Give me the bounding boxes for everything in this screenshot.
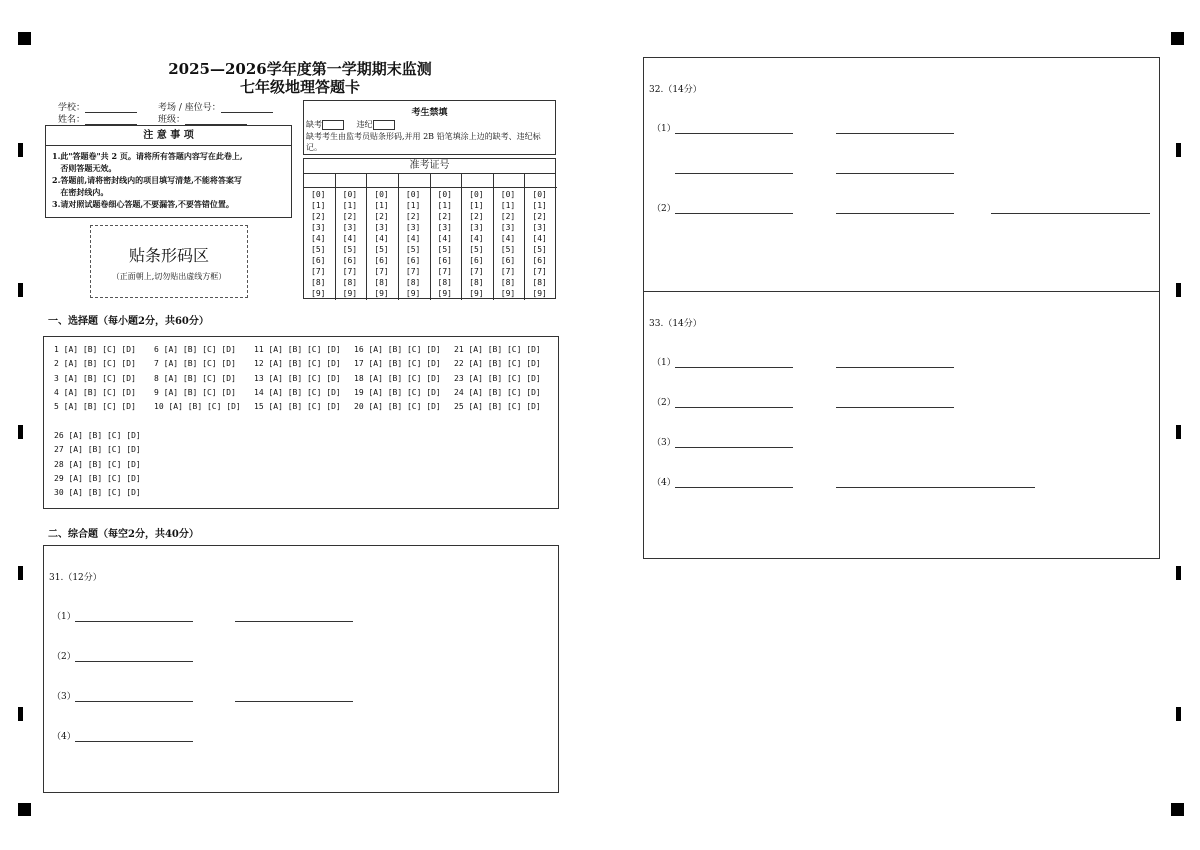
admission-digit-bubble[interactable]: [0] [311,190,326,199]
choice-question-row[interactable]: 13 [A] [B] [C] [D] [254,373,341,383]
admission-number-box [303,158,556,299]
admission-digit-bubble[interactable]: [2] [311,212,326,221]
admission-digit-bubble[interactable]: [5] [437,245,452,254]
admission-digit-bubble[interactable]: [1] [342,201,358,210]
admission-digit-bubble[interactable]: [3] [437,223,452,232]
timing-mark [1176,566,1181,580]
barcode-area [90,225,248,298]
admission-digit-bubble[interactable]: [3] [500,223,516,232]
admission-title: 准考证号 [304,159,555,174]
q31-title: 31.（12分） [49,573,102,583]
notice-item: 3.请对照试题卷细心答题,不要漏答,不要答错位置。 [52,199,234,209]
notice-box [45,125,292,218]
admission-digit-bubble[interactable]: [6] [342,256,358,265]
admission-digit-bubble[interactable]: [6] [532,256,547,265]
admission-digit-bubble[interactable]: [0] [405,190,421,199]
choice-area [43,336,559,509]
admission-digit-bubble[interactable]: [4] [469,234,484,243]
admission-digit-bubble[interactable]: [6] [437,256,452,265]
q33-part4: （4） [652,478,676,488]
q33-answer-1a[interactable] [675,366,793,368]
admission-digit-bubble[interactable]: [8] [405,278,421,287]
admission-digit-bubble[interactable]: [4] [374,234,389,243]
admission-write-cell[interactable] [304,174,335,188]
q31-answer-1a[interactable] [75,620,193,622]
forbidden-desc: 缺考考生由监考员贴条形码,并用 2B 铅笔填涂上边的缺考、违纪标记。 [306,132,541,152]
admission-digit-bubble[interactable]: [6] [374,256,389,265]
choice-question-row[interactable]: 29 [A] [B] [C] [D] [54,473,141,483]
admission-digit-bubble[interactable]: [3] [311,223,326,232]
page-subtitle: 七年级地理答题卡 [239,78,360,96]
q32-box [643,57,1160,292]
admission-digit-bubble[interactable]: [2] [437,212,452,221]
choice-question-row[interactable]: 23 [A] [B] [C] [D] [454,373,541,383]
choice-question-row[interactable]: 4 [A] [B] [C] [D] [54,387,136,397]
admission-digit-bubble[interactable]: [7] [469,267,484,276]
q31-answer-3b[interactable] [235,700,353,702]
admission-digit-bubble[interactable]: [6] [311,256,326,265]
choice-question-row[interactable]: 30 [A] [B] [C] [D] [54,488,141,498]
admission-digit-bubble[interactable]: [5] [405,245,421,254]
violation-checkbox[interactable] [373,120,395,130]
admission-column [431,174,463,300]
absent-label: 缺考 [306,120,322,129]
admission-column [399,174,431,300]
absent-checkbox[interactable] [322,120,344,130]
admission-digit-bubble[interactable]: [4] [500,234,516,243]
choice-question-row[interactable]: 11 [A] [B] [C] [D] [254,345,341,354]
admission-digit-bubble[interactable]: [0] [469,190,484,199]
choice-question-row[interactable]: 8 [A] [B] [C] [D] [154,373,236,383]
choice-question-row[interactable]: 14 [A] [B] [C] [D] [254,387,341,397]
admission-digit-bubble[interactable]: [9] [469,289,484,298]
admission-digit-bubble[interactable]: [5] [469,245,484,254]
admission-digit-bubble[interactable]: [1] [405,201,421,210]
admission-column [367,174,399,300]
q31-answer-4[interactable] [75,740,193,742]
timing-mark [18,283,23,297]
choice-question-row[interactable]: 12 [A] [B] [C] [D] [254,359,341,369]
page-title: 2025—2026学年度第一学期期末监测 [168,60,432,78]
timing-mark [1176,283,1181,297]
q32-answer-1a[interactable] [675,132,793,134]
admission-digit-bubble[interactable]: [5] [374,245,389,254]
admission-digit-bubble[interactable]: [8] [437,278,452,287]
admission-digit-bubble[interactable]: [8] [500,278,516,287]
q31-answer-2[interactable] [75,660,193,662]
admission-digit-bubble[interactable]: [8] [311,278,326,287]
admission-digit-bubble[interactable]: [7] [532,267,547,276]
room-label: 考场 / 座位号： [158,103,221,113]
section-1-title: 一、选择题（每小题2分，共60分） [48,316,209,327]
notice-item: 1.此"答题卷"共 2 页。请将所有答题内容写在此卷上, [52,151,243,161]
timing-mark [1176,425,1181,439]
admission-digit-bubble[interactable]: [7] [342,267,358,276]
admission-digit-bubble[interactable]: [6] [469,256,484,265]
q32-answer-2c[interactable] [991,212,1150,214]
admission-digit-bubble[interactable]: [2] [500,212,516,221]
q31-box [43,545,559,793]
admission-digit-bubble[interactable]: [3] [374,223,389,232]
choice-question-row[interactable]: 28 [A] [B] [C] [D] [54,459,141,469]
admission-digit-bubble[interactable]: [4] [342,234,358,243]
timing-mark [1176,707,1181,721]
choice-question-row[interactable]: 7 [A] [B] [C] [D] [154,359,236,369]
q32-answer-1c[interactable] [675,172,793,174]
admission-digit-bubble[interactable]: [1] [500,201,516,210]
notice-title: 注 意 事 项 [46,126,291,146]
q32-part1: （1） [652,124,676,134]
admission-digit-bubble[interactable]: [8] [469,278,484,287]
choice-question-row[interactable]: 5 [A] [B] [C] [D] [54,402,136,412]
admission-digit-bubble[interactable]: [3] [469,223,484,232]
admission-digit-bubble[interactable]: [2] [342,212,358,221]
admission-digit-bubble[interactable]: [0] [437,190,452,199]
q31-answer-3a[interactable] [75,700,193,702]
admission-digit-bubble[interactable]: [7] [311,267,326,276]
choice-question-row[interactable]: 1 [A] [B] [C] [D] [54,345,136,354]
admission-write-cell[interactable] [462,174,493,188]
admission-digit-bubble[interactable]: [3] [532,223,547,232]
q32-answer-1b[interactable] [836,132,954,134]
admission-write-cell[interactable] [336,174,367,188]
admission-digit-bubble[interactable]: [6] [405,256,421,265]
q32-answer-2b[interactable] [836,212,954,214]
admission-digit-bubble[interactable]: [2] [405,212,421,221]
forbidden-box [303,100,556,155]
admission-digit-bubble[interactable]: [9] [405,289,421,298]
violation-label: 违纪 [356,120,373,129]
admission-digit-bubble[interactable]: [2] [374,212,389,221]
notice-item: 否则答题无效。 [52,163,117,173]
class-label: 班级： [158,115,186,125]
admission-digit-bubble[interactable]: [4] [405,234,421,243]
timing-mark [18,707,23,721]
q32-answer-2a[interactable] [675,212,793,214]
choice-question-row[interactable]: 16 [A] [B] [C] [D] [354,345,441,354]
class-field[interactable] [158,112,247,125]
choice-question-row[interactable]: 24 [A] [B] [C] [D] [454,387,541,397]
q33-answer-2a[interactable] [675,406,793,408]
admission-write-cell[interactable] [367,174,398,188]
q31-part3: （3） [52,692,76,702]
admission-digit-bubble[interactable]: [3] [405,223,421,232]
admission-digit-bubble[interactable]: [5] [532,245,547,254]
choice-question-row[interactable]: 18 [A] [B] [C] [D] [354,373,441,383]
timing-mark [18,143,23,157]
q33-title: 33.（14分） [649,319,702,329]
school-label: 学校： [58,103,86,113]
choice-question-row[interactable]: 20 [A] [B] [C] [D] [354,402,441,412]
choice-question-row[interactable]: 25 [A] [B] [C] [D] [454,402,541,412]
admission-digit-bubble[interactable]: [1] [469,201,484,210]
admission-write-cell[interactable] [525,174,557,188]
choice-question-row[interactable]: 15 [A] [B] [C] [D] [254,402,341,412]
choice-question-row[interactable]: 2 [A] [B] [C] [D] [54,359,136,369]
notice-item: 2.答题前,请将密封线内的项目填写清楚,不能将答案写 [52,175,242,185]
admission-digit-bubble[interactable]: [5] [500,245,516,254]
q33-answer-2b[interactable] [836,406,954,408]
registration-mark [1171,803,1184,816]
admission-column [494,174,526,300]
q31-answer-1b[interactable] [235,620,353,622]
name-field[interactable] [58,112,137,125]
admission-column [525,174,557,300]
choice-question-row[interactable]: 19 [A] [B] [C] [D] [354,387,441,397]
admission-digit-bubble[interactable]: [9] [532,289,547,298]
choice-question-row[interactable]: 6 [A] [B] [C] [D] [154,345,236,354]
admission-digit-bubble[interactable]: [9] [374,289,389,298]
admission-column [462,174,494,300]
timing-mark [18,425,23,439]
admission-digit-bubble[interactable]: [4] [311,234,326,243]
registration-mark [18,803,31,816]
admission-digit-bubble[interactable]: [5] [342,245,358,254]
q32-part2: （2） [652,204,676,214]
q31-part2: （2） [52,652,76,662]
choice-question-row[interactable]: 26 [A] [B] [C] [D] [54,431,141,440]
notice-item: 在密封线内。 [52,187,109,197]
admission-digit-bubble[interactable]: [1] [437,201,452,210]
forbidden-title: 考生禁填 [411,108,448,118]
admission-digit-bubble[interactable]: [8] [342,278,358,287]
admission-digit-bubble[interactable]: [1] [311,201,326,210]
registration-mark [18,32,31,45]
choice-question-row[interactable]: 21 [A] [B] [C] [D] [454,345,541,354]
admission-digit-bubble[interactable]: [5] [311,245,326,254]
q33-part3: （3） [652,438,676,448]
admission-digit-bubble[interactable]: [0] [374,190,389,199]
admission-digit-bubble[interactable]: [7] [437,267,452,276]
q31-part1: （1） [52,612,76,622]
section-2-title: 二、综合题（每空2分，共40分） [48,529,199,540]
admission-digit-bubble[interactable]: [0] [342,190,358,199]
admission-write-cell[interactable] [399,174,430,188]
admission-write-cell[interactable] [494,174,525,188]
q33-part2: （2） [652,398,676,408]
admission-digit-bubble[interactable]: [1] [374,201,389,210]
admission-digit-bubble[interactable]: [6] [500,256,516,265]
timing-mark [18,566,23,580]
admission-digit-bubble[interactable]: [8] [532,278,547,287]
admission-digit-bubble[interactable]: [7] [405,267,421,276]
q33-part1: （1） [652,358,676,368]
admission-digit-bubble[interactable]: [4] [437,234,452,243]
admission-write-cell[interactable] [431,174,462,188]
admission-digit-bubble[interactable]: [2] [469,212,484,221]
choice-question-row[interactable]: 22 [A] [B] [C] [D] [454,359,541,369]
admission-digit-bubble[interactable]: [0] [500,190,516,199]
q33-answer-4b[interactable] [836,486,1035,488]
admission-digit-bubble[interactable]: [7] [374,267,389,276]
choice-question-row[interactable]: 10 [A] [B] [C] [D] [154,402,241,412]
admission-digit-bubble[interactable]: [9] [500,289,516,298]
q33-answer-4a[interactable] [675,486,793,488]
timing-mark [1176,143,1181,157]
q32-title: 32.（14分） [649,85,702,95]
choice-question-row[interactable]: 17 [A] [B] [C] [D] [354,359,441,369]
admission-digit-bubble[interactable]: [9] [311,289,326,298]
barcode-title: 贴条形码区 [128,246,209,265]
q31-part4: （4） [52,732,76,742]
q33-answer-1b[interactable] [836,366,954,368]
barcode-note: （正面朝上,切勿贴出虚线方框） [111,272,227,281]
admission-digit-bubble[interactable]: [9] [342,289,358,298]
admission-digit-bubble[interactable]: [7] [500,267,516,276]
admission-digit-bubble[interactable]: [1] [532,201,547,210]
choice-question-row[interactable]: 27 [A] [B] [C] [D] [54,445,141,455]
admission-column [304,174,336,300]
choice-question-row[interactable]: 3 [A] [B] [C] [D] [54,373,136,383]
admission-digit-bubble[interactable]: [2] [532,212,547,221]
admission-digit-bubble[interactable]: [3] [342,223,358,232]
admission-digit-bubble[interactable]: [8] [374,278,389,287]
admission-digit-bubble[interactable]: [4] [532,234,547,243]
name-label: 姓名： [58,115,86,125]
q32-answer-1d[interactable] [836,172,954,174]
admission-digit-bubble[interactable]: [0] [532,190,547,199]
admission-column [336,174,368,300]
q33-answer-3[interactable] [675,446,793,448]
registration-mark [1171,32,1184,45]
q33-box [643,291,1160,559]
admission-digit-bubble[interactable]: [9] [437,289,452,298]
choice-question-row[interactable]: 9 [A] [B] [C] [D] [154,387,236,397]
